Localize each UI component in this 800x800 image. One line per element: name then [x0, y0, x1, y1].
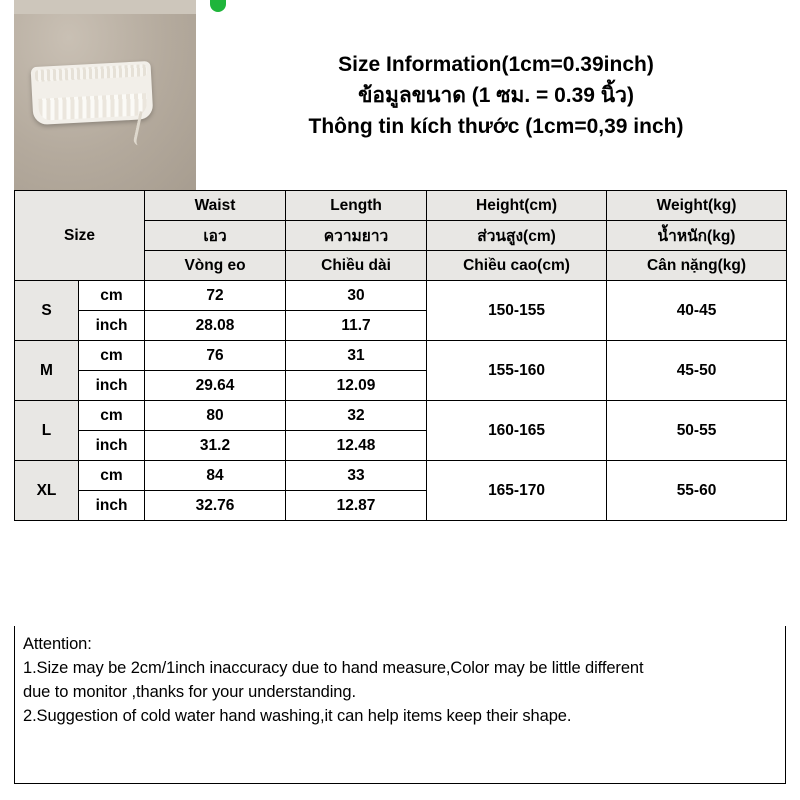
waist-cm-l: 80 — [145, 401, 286, 431]
table-row — [15, 341, 787, 371]
length-cm-xl: 33 — [286, 461, 427, 491]
attention-line-3: 2.Suggestion of cold water hand washing,it can help items keep their shape. — [23, 707, 572, 725]
length-cm-m: 31 — [286, 341, 427, 371]
attention-heading: Attention: — [23, 635, 92, 653]
waist-header-vi: Vòng eo — [145, 251, 286, 281]
height-l: 160-165 — [427, 401, 607, 461]
title-block — [196, 0, 786, 190]
garment-illustration — [31, 61, 154, 125]
length-inch-xl: 12.87 — [286, 491, 427, 521]
unit-inch-xl: inch — [79, 491, 145, 521]
weight-m: 45-50 — [607, 341, 787, 401]
table-header-row-en — [15, 191, 787, 221]
waist-cm-xl: 84 — [145, 461, 286, 491]
unit-cm-xl: cm — [79, 461, 145, 491]
height-header-vi: Chiều cao(cm) — [427, 251, 607, 281]
unit-cm-m: cm — [79, 341, 145, 371]
attention-line-2: due to monitor ,thanks for your understanding. — [23, 683, 356, 701]
size-label-xl: XL — [15, 461, 79, 521]
table-row — [15, 281, 787, 311]
photo-top-strip — [14, 0, 196, 14]
product-photo — [14, 0, 196, 190]
unit-inch-l: inch — [79, 431, 145, 461]
length-cm-s: 30 — [286, 281, 427, 311]
unit-inch-s: inch — [79, 311, 145, 341]
waist-inch-m: 29.64 — [145, 371, 286, 401]
length-header-en: Length — [286, 191, 427, 221]
waist-inch-s: 28.08 — [145, 311, 286, 341]
size-table — [14, 190, 787, 521]
unit-inch-m: inch — [79, 371, 145, 401]
weight-header-en: Weight(kg) — [607, 191, 787, 221]
size-header-cell: Size — [15, 191, 145, 281]
title-line-vi: Thông tin kích thước (1cm=0,39 inch) — [308, 114, 684, 138]
table-row — [15, 461, 787, 491]
length-inch-m: 12.09 — [286, 371, 427, 401]
unit-cm-l: cm — [79, 401, 145, 431]
height-s: 150-155 — [427, 281, 607, 341]
waist-cm-s: 72 — [145, 281, 286, 311]
length-header-vi: Chiều dài — [286, 251, 427, 281]
weight-xl: 55-60 — [607, 461, 787, 521]
height-m: 155-160 — [427, 341, 607, 401]
waist-header-th: เอว — [145, 221, 286, 251]
header-area — [14, 0, 786, 190]
size-label-s: S — [15, 281, 79, 341]
attention-line-1: 1.Size may be 2cm/1inch inaccuracy due to hand measure,Color may be little different — [23, 659, 644, 677]
waist-header-en: Waist — [145, 191, 286, 221]
waist-cm-m: 76 — [145, 341, 286, 371]
attention-box — [14, 626, 786, 784]
length-inch-l: 12.48 — [286, 431, 427, 461]
waist-inch-l: 31.2 — [145, 431, 286, 461]
length-header-th: ความยาว — [286, 221, 427, 251]
weight-l: 50-55 — [607, 401, 787, 461]
title-line-th: ข้อมูลขนาด (1 ซม. = 0.39 นิ้ว) — [358, 83, 634, 107]
length-inch-s: 11.7 — [286, 311, 427, 341]
length-cm-l: 32 — [286, 401, 427, 431]
size-label-m: M — [15, 341, 79, 401]
table-row — [15, 401, 787, 431]
waist-inch-xl: 32.76 — [145, 491, 286, 521]
title-line-en: Size Information(1cm=0.39inch) — [338, 52, 654, 76]
height-header-th: ส่วนสูง(cm) — [427, 221, 607, 251]
weight-s: 40-45 — [607, 281, 787, 341]
size-label-l: L — [15, 401, 79, 461]
height-xl: 165-170 — [427, 461, 607, 521]
height-header-en: Height(cm) — [427, 191, 607, 221]
unit-cm-s: cm — [79, 281, 145, 311]
weight-header-vi: Cân nặng(kg) — [607, 251, 787, 281]
weight-header-th: น้ำหนัก(kg) — [607, 221, 787, 251]
